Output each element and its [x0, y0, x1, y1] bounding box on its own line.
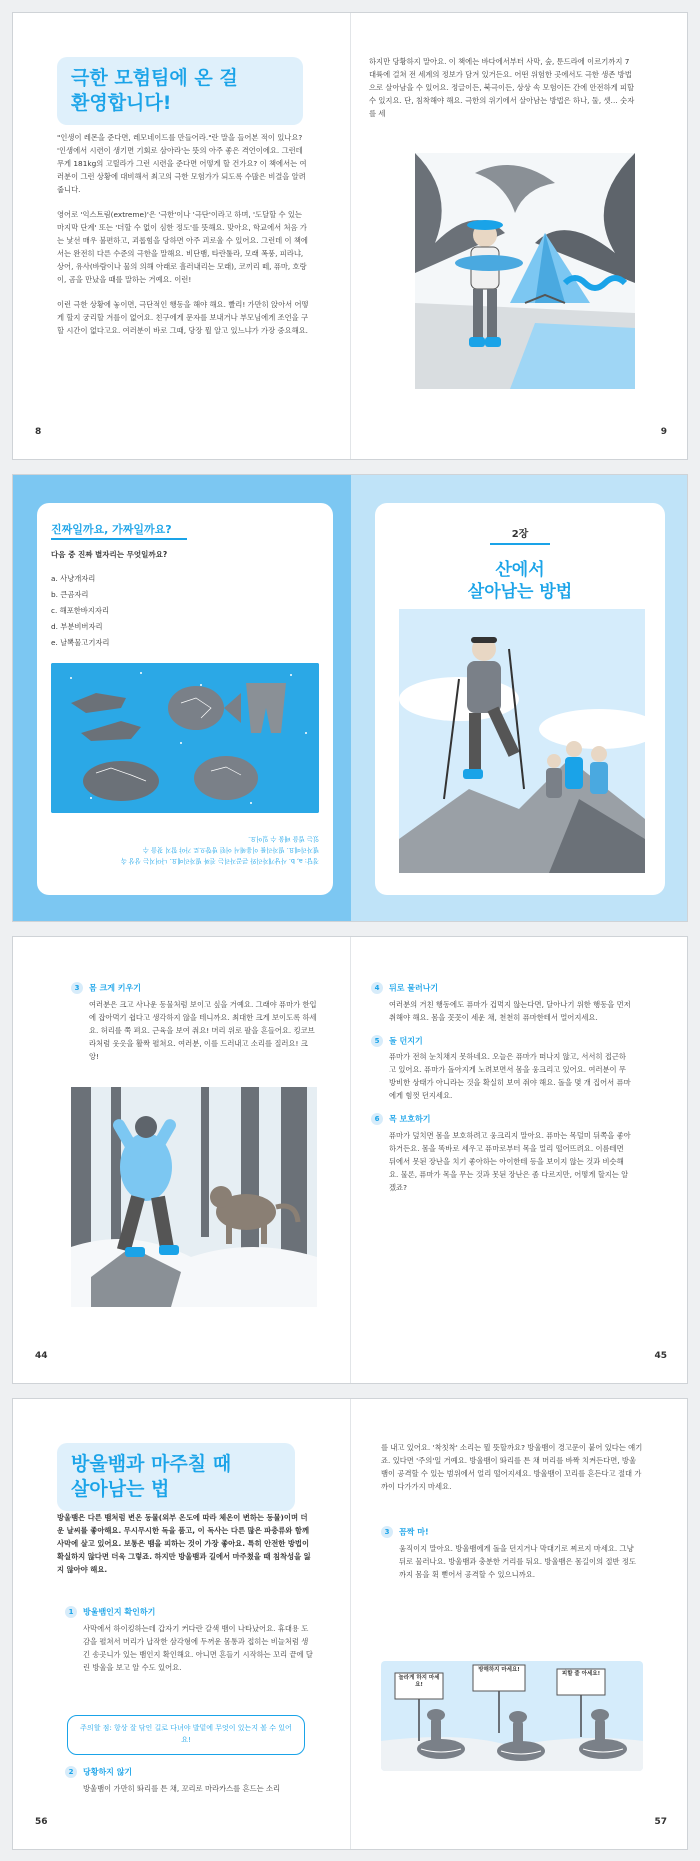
- section-body: 퓨마가 덮치면 몸을 보호하려고 웅크리지 말아요. 퓨마는 목덜미 뒤쪽을 좋아하거든요. 몸을 똑바로 세우고 퓨마로부터 목을 멀리 떨어뜨려요. 이름테면 뒤에서 못된 장난을 치기 좋아하는 아이한테 등을 보이지 않는 것과 비슷해요. 물론, 퓨마가 목을 무는 것과 못된 장난은 좀 다르지만, 어떻게 할지는 알겠죠?: [389, 1130, 631, 1192]
- paragraph: 영어로 '익스트림(extreme)'은 '극한'이나 '극단'이라고 하며, '도달할 수 있는 마지막 단계' 또는 '더할 수 없이 심한 정도'를 뜻해요. 맞아요, 학교에서 처음 가는 낯선 매우 불편하고, 괴롭힘을 당하면 아주 괴로울 수 있어요. 그런데 이 책에서는 완전히 다른 수준의 극한을 말해요. 비단뱀, 타란툴라, 모래 폭풍, 피라냐, 상어, 유사(바람이나 물의 의해 아래로 흘러내리는 모래), 코끼리 떼, 퓨마, 호랑이, 곰을 만났을 때를 말하는 거예요. 이런!: [57, 210, 308, 284]
- spread-pages-8-9: [12, 12, 688, 460]
- page-number: 57: [654, 1817, 667, 1827]
- section-heading: 뒤로 물러나기: [389, 983, 439, 993]
- chapter-divider: [490, 543, 550, 545]
- mountain-climbers-illustration: [399, 609, 645, 873]
- page-44: [13, 937, 351, 1383]
- section-3: [71, 981, 317, 1073]
- sign-text: 방해하지 마세요!: [478, 1667, 520, 1673]
- section-heading: 꼼짝 마!: [399, 1527, 429, 1537]
- section-number: 1: [65, 1606, 77, 1618]
- section-2: [65, 1765, 315, 1805]
- page-number: 9: [660, 427, 667, 437]
- chapter-page: [351, 475, 688, 921]
- page-title-line1: 극한 모험팀에 온 걸: [71, 67, 238, 89]
- section-3: [381, 1525, 643, 1591]
- page-57: [351, 1399, 688, 1849]
- rattlesnakes-illustration: [381, 1661, 643, 1771]
- quiz-answer: [51, 833, 319, 866]
- section-body: 움직이지 말아요. 방울뱀에게 돌을 던지거나 막대기로 찌르지 마세요. 그냥 뒤로 물러나요. 방울뱀과 충분한 거리를 둬요. 방울뱀은 몸길이의 절반 정도까지 몸을 휙 뻗어서 공격할 수 있으니까요.: [399, 1543, 636, 1579]
- spread-pages-56-57: [12, 1398, 688, 1850]
- continued-text: 하지만 당황하지 말아요. 이 책에는 바다에서부터 사막, 숲, 툰드라에 이르기까지 7대륙에 걸쳐 전 세계의 정보가 담겨 있거든요. 어떤 위험한 곳에서도 극한 생존 방법으로 살아남을 수 있어요. 정글이든, 북극이든, 상상 속 모험이든 간에 안전하게 피할 수 있지요. 단, 침착해야 해요. 극한의 위기에서 살아남는 방법은 하나, 둘, 셋… 숫자를 세: [369, 57, 635, 118]
- intro-text: [57, 131, 309, 349]
- answer-line: 정답: a, b. 사냥개자리와 큰곰자리는 진짜 별자리예요. 나머지는 상상 속: [120, 857, 319, 864]
- section-body: 퓨마가 전혀 눈치채지 못하네요. 오늘은 퓨마가 떠나지 않고, 서서히 접근하고 있어요. 퓨마가 돌아지게 노려보면서 몸을 웅크리고 있어요. 여러분이 무방비한 상태가 아니라는 것을 확실히 보여 줘야 해요. 돌을 몇 개 집어서 퓨마에게 힘껏 던지세요.: [389, 1052, 631, 1100]
- tip-text: 주의할 점: 항상 잘 닦인 길로 다녀야 발밑에 무엇이 있는지 볼 수 있어요!: [80, 1724, 292, 1744]
- section-body: 방울뱀이 가만히 똬리를 튼 채, 꼬리로 마라카스를 흔드는 소리: [83, 1783, 281, 1793]
- sign-text: 피할 줄 아세요!: [561, 1671, 601, 1677]
- intro-text: 방울뱀은 다른 뱀처럼 변온 동물(외부 온도에 따라 체온이 변하는 동물)이며 더운 날씨를 좋아해요. 무시무시한 독을 품고, 이 독사는 다른 많은 파충류와 함께 사막에 살고 있어요. 보통은 뱀을 피하는 것이 가장 좋아요. 특히 안전한 방법이 확실하지 않다면 더욱 그렇죠. 하지만 방울뱀과 길에서 마주쳤을 때 침착성을 잃지 않아야 해요.: [57, 1513, 311, 1574]
- quiz-option: e. 날뽁물고기자리: [51, 638, 110, 647]
- answer-line: 있는 법을 배울 수 있어요.: [248, 835, 319, 842]
- page-title-line2: 살아남는 법: [71, 1478, 170, 1500]
- continued-text: 를 내고 있어요. '착칫착' 소리는 뭘 뜻할까요? 방울뱀이 경고문이 붙어 있다는 얘기죠. 있다면 '주의'일 거예요. 방울뱀이 똬리를 튼 채 머리를 바짝 치켜든다면, 방울뱀이 공격할 수 있는 범위에서 얼리 떨어지세요. 방울뱀이 꼬리를 흔든다고 절대 가까이 다가가지 마세요.: [381, 1443, 643, 1491]
- quiz-option: d. 부분비버자리: [51, 622, 103, 631]
- quiz-option: a. 사냥개자리: [51, 574, 96, 583]
- section-number: 4: [371, 982, 383, 994]
- sign-text: 놀라게 하지 마세요!: [398, 1675, 440, 1688]
- quiz-title-underline: [51, 538, 187, 540]
- page-9: [351, 13, 688, 459]
- section-body: 여러분은 크고 사나운 동물처럼 보이고 싶을 거예요. 그래야 퓨마가 한입에 잡아먹기 쉽다고 생각하지 않을 테니까요. 최대한 크게 보이도록 하세요. 허리를 쭉 펴요. 근육을 보여 줘요! 머리 위로 팔을 흔들어요. 킹코브라처럼 웃옷을 활짝 펼쳐요. 여러분, 이를 드러내고 소리를 질러요! 크앙!: [89, 999, 317, 1061]
- chapter-label: 2장: [511, 529, 529, 540]
- section-heading: 돌 던지기: [389, 1036, 423, 1045]
- section-number: 2: [65, 1766, 77, 1778]
- section-body: 사막에서 하이킹하는데 갑자기 커다란 갈색 뱀이 나타났어요. 휴대용 도감을 펼쳐서 머리가 납작한 삼각형에 두꺼운 몸통과 접히는 비늘처럼 생긴 송곳니가 있는 뱀인지 확인해요. 아니면 흔들기 시작하는 꼬리 끝에 달린 방울을 보고 알 수도 있어요.: [83, 1623, 313, 1672]
- chapter-title-line2: 살아남는 방법: [467, 582, 573, 602]
- title-box: [57, 1443, 295, 1511]
- right-sections: [371, 981, 633, 1204]
- chapter-title-line1: 산에서: [495, 560, 545, 580]
- page-number: 45: [654, 1351, 667, 1361]
- paragraph: 이런 극한 상황에 놓이면, 극단적인 행동을 해야 해요. 빨리! 가만히 앉아서 어떻게 할지 궁리할 겨를이 없어요. 친구에게 문자를 보내거나 부모님에게 조언을 구할 시간이 없다고요. 여러분이 바로 그때, 당장 뭘 알고 있느냐가 가장 중요해요.: [57, 300, 309, 335]
- answer-line: 별자리예요. 별자리를 이용해서 어떤 방향으로 가야 할지 찾을 수: [142, 846, 319, 853]
- section-heading: 목 보호하기: [389, 1114, 431, 1124]
- page-number: 44: [35, 1351, 48, 1361]
- section-number: 6: [371, 1113, 383, 1125]
- section-number: 3: [71, 982, 83, 994]
- section-1: [65, 1605, 315, 1684]
- section-heading: 당황하지 않기: [83, 1767, 133, 1777]
- cougar-encounter-illustration: [71, 1087, 317, 1307]
- quiz-option: c. 해포한바지자리: [51, 606, 109, 615]
- quiz-title: 진짜일까요, 가짜일까요?: [51, 523, 172, 536]
- quiz-card: [37, 503, 333, 895]
- page-number: 8: [35, 427, 42, 437]
- section-body: 여러분의 거친 행동에도 퓨마가 겁먹지 않는다면, 달아나기 위한 행동을 먼저 취해야 해요. 몸을 꼿꼿이 세운 채, 천천히 퓨마한테서 멀어지세요.: [389, 999, 631, 1022]
- quiz-options: [51, 571, 109, 651]
- section-number: 3: [381, 1526, 393, 1538]
- title-box: [57, 57, 303, 125]
- tip-box: [67, 1715, 305, 1755]
- paragraph: "인생이 레몬을 준다면, 레모네이드를 만들어라."란 말을 들어본 적이 있나요? '인생에서 시련이 생기면 기회로 삼아라'는 뜻의 아주 좋은 격언이에요. 그런데 무게 181kg의 고릴라가 그런 시련을 준다면 어떻게 할 건가요? 이 책에서는 여러분이 그런 상황에 대비해서 최고의 극한 모험가가 되도록 수많은 비결을 알려 줍니다.: [57, 133, 307, 194]
- spread-pages-44-45: [12, 936, 688, 1384]
- page-title-line1: 방울뱀과 마주칠 때: [71, 1453, 232, 1475]
- page-56: [13, 1399, 351, 1849]
- jungle-explorer-illustration: [415, 153, 635, 389]
- section-heading: 방울뱀인지 확인하기: [83, 1607, 156, 1617]
- page-number: 56: [35, 1817, 48, 1827]
- constellation-illustration: [51, 663, 319, 813]
- section-heading: 몸 크게 키우기: [89, 983, 141, 993]
- spread-quiz-chapter: [12, 474, 688, 922]
- chapter-card: [375, 503, 665, 895]
- page-title-line2: 환영합니다!: [71, 92, 172, 114]
- page-45: [351, 937, 688, 1383]
- quiz-page: [13, 475, 351, 921]
- page-8: [13, 13, 351, 459]
- quiz-question: 다음 중 진짜 별자리는 무엇일까요?: [51, 550, 168, 559]
- quiz-option: b. 큰곰자리: [51, 590, 89, 599]
- section-number: 5: [371, 1035, 383, 1047]
